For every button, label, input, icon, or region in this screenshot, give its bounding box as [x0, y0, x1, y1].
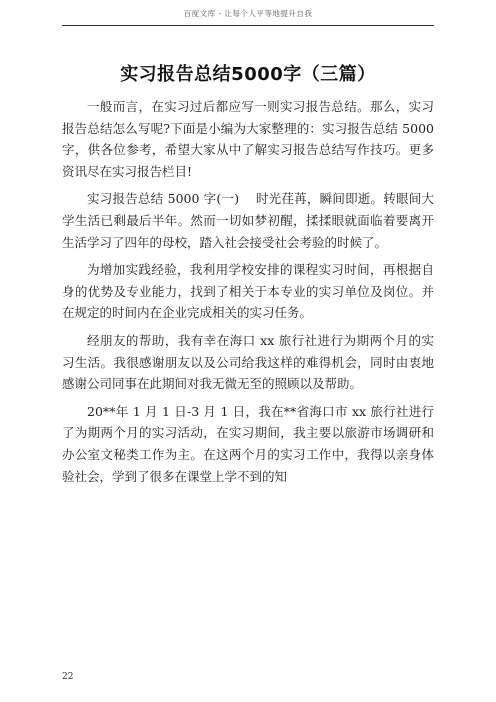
- paragraph: 一般而言，在实习过后都应写一则实习报告总结。那么，实习报告总结怎么写呢?下面是小编为大家整理的：实习报告总结 5000 字，供各位参考，希望大家从中了解实习报告总结写作技巧。更多资讯尽在实习报告栏目!: [62, 99, 438, 179]
- paragraph: 为增加实践经验，我利用学校安排的课程实习时间，再根据自身的优势及专业能力，找到了相关于本专业的实习单位及岗位。并在规定的时间内在企业完成相关的实习任务。: [62, 262, 434, 321]
- page-number: 22: [62, 672, 74, 682]
- header-divider: [62, 25, 434, 26]
- document-title: 实习报告总结5000字（三篇）: [120, 64, 376, 85]
- paragraph: 实习报告总结 5000 字(一) 时光荏苒，瞬间即逝。转眼间大学生活已剩最后半年。然而一切如梦初醒，揉揉眼就面临着要离开生活学习了四年的母校，踏入社会接受社会考验的时候了。: [62, 191, 434, 250]
- document-body: [62, 96, 438, 493]
- paragraph: 经朋友的帮助，我有幸在海口 xx 旅行社进行为期两个月的实习生活。我很感谢朋友以及公司给我这样的难得机会，同时由衷地感谢公司同事在此期间对我无微无至的照顾以及帮助。: [62, 332, 434, 392]
- page-header: 百度文库 - 让每个人平等地提升自我: [183, 9, 313, 18]
- paragraph: 20**年 1 月 1 日-3 月 1 日，我在**省海口市 xx 旅行社进行了为期两个月的实习活动，在实习期间，我主要以旅游市场调研和办公室文秘类工作为主。在这两个月的实习工作中，我得以亲身体验社会，学到了很多在课堂上学不到的知: [62, 403, 434, 484]
